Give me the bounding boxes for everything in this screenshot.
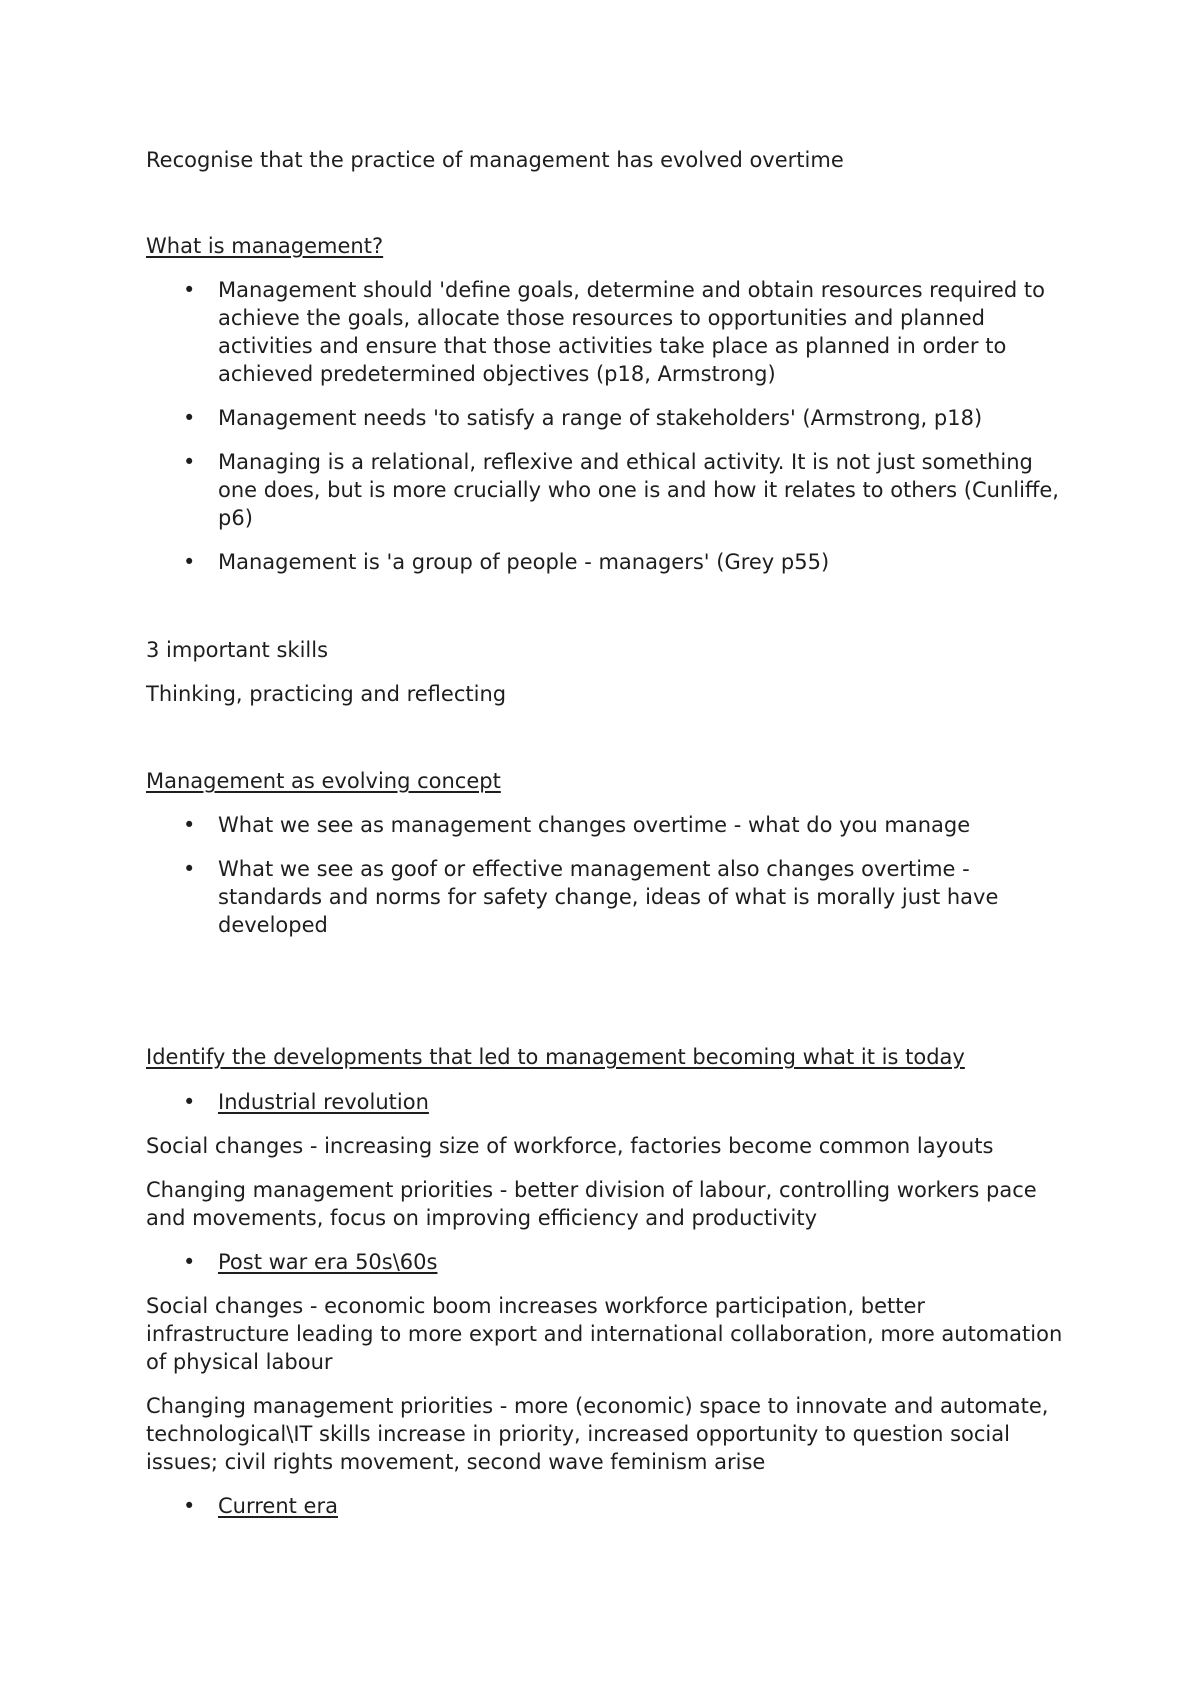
heading-evolving-concept: Management as evolving concept bbox=[146, 769, 501, 793]
list-item: • Management needs 'to satisfy a range of stakeholders' (Armstrong, p18) bbox=[146, 404, 1066, 432]
heading-what-is-management: What is management? bbox=[146, 234, 384, 258]
what-is-management-list bbox=[146, 276, 1066, 592]
list-item: • What we see as goof or effective management also changes overtime - standards and norms for safety change, ideas of what is morally just have developed bbox=[146, 855, 1066, 939]
intro-line: Recognise that the practice of management has evolved overtime bbox=[146, 148, 844, 172]
list-item: • Managing is a relational, reflexive and ethical activity. It is not just something one does, but is more crucially who one is and how it relates to others (Cunliffe, p6) bbox=[146, 448, 1066, 532]
industrial-revolution-label: Industrial revolution bbox=[218, 1090, 429, 1114]
industrial-social-changes: Social changes - increasing size of workforce, factories become common layouts bbox=[146, 1134, 994, 1158]
list-item bbox=[146, 1088, 1066, 1116]
heading-developments: Identify the developments that led to management becoming what it is today bbox=[146, 1045, 965, 1069]
postwar-social-changes: Social changes - economic boom increases workforce participation, better infrastructure leading to more export and international collaboration, more automation of physical labour bbox=[146, 1294, 1063, 1374]
postwar-era-label: Post war era 50s\60s bbox=[218, 1250, 438, 1274]
evolving-concept-list bbox=[146, 811, 1066, 955]
list-item: • Management should 'define goals, determine and obtain resources required to achieve the goals, allocate those resources to opportunities and planned activities and ensure that those activities take place as planned in order to achieved predetermined objectives (p18, Armstrong) bbox=[146, 276, 1066, 388]
industrial-list bbox=[146, 1088, 1066, 1132]
skills-list: Thinking, practicing and reflecting bbox=[146, 682, 507, 706]
postwar-list bbox=[146, 1248, 1066, 1292]
current-era-label: Current era bbox=[218, 1494, 338, 1518]
list-item: • Management is 'a group of people - managers' (Grey p55) bbox=[146, 548, 1066, 576]
list-item bbox=[146, 1248, 1066, 1276]
list-item bbox=[146, 1492, 1066, 1520]
postwar-management-priorities: Changing management priorities - more (economic) space to innovate and automate, technological\IT skills increase in priority, increased opportunity to question social issues; civil rights movement, second wave feminism arise bbox=[146, 1394, 1049, 1474]
industrial-management-priorities: Changing management priorities - better division of labour, controlling workers pace and movements, focus on improving efficiency and productivity bbox=[146, 1178, 1037, 1230]
current-era-list bbox=[146, 1492, 1066, 1536]
skills-title: 3 important skills bbox=[146, 638, 329, 662]
list-item: • What we see as management changes overtime - what do you manage bbox=[146, 811, 1066, 839]
